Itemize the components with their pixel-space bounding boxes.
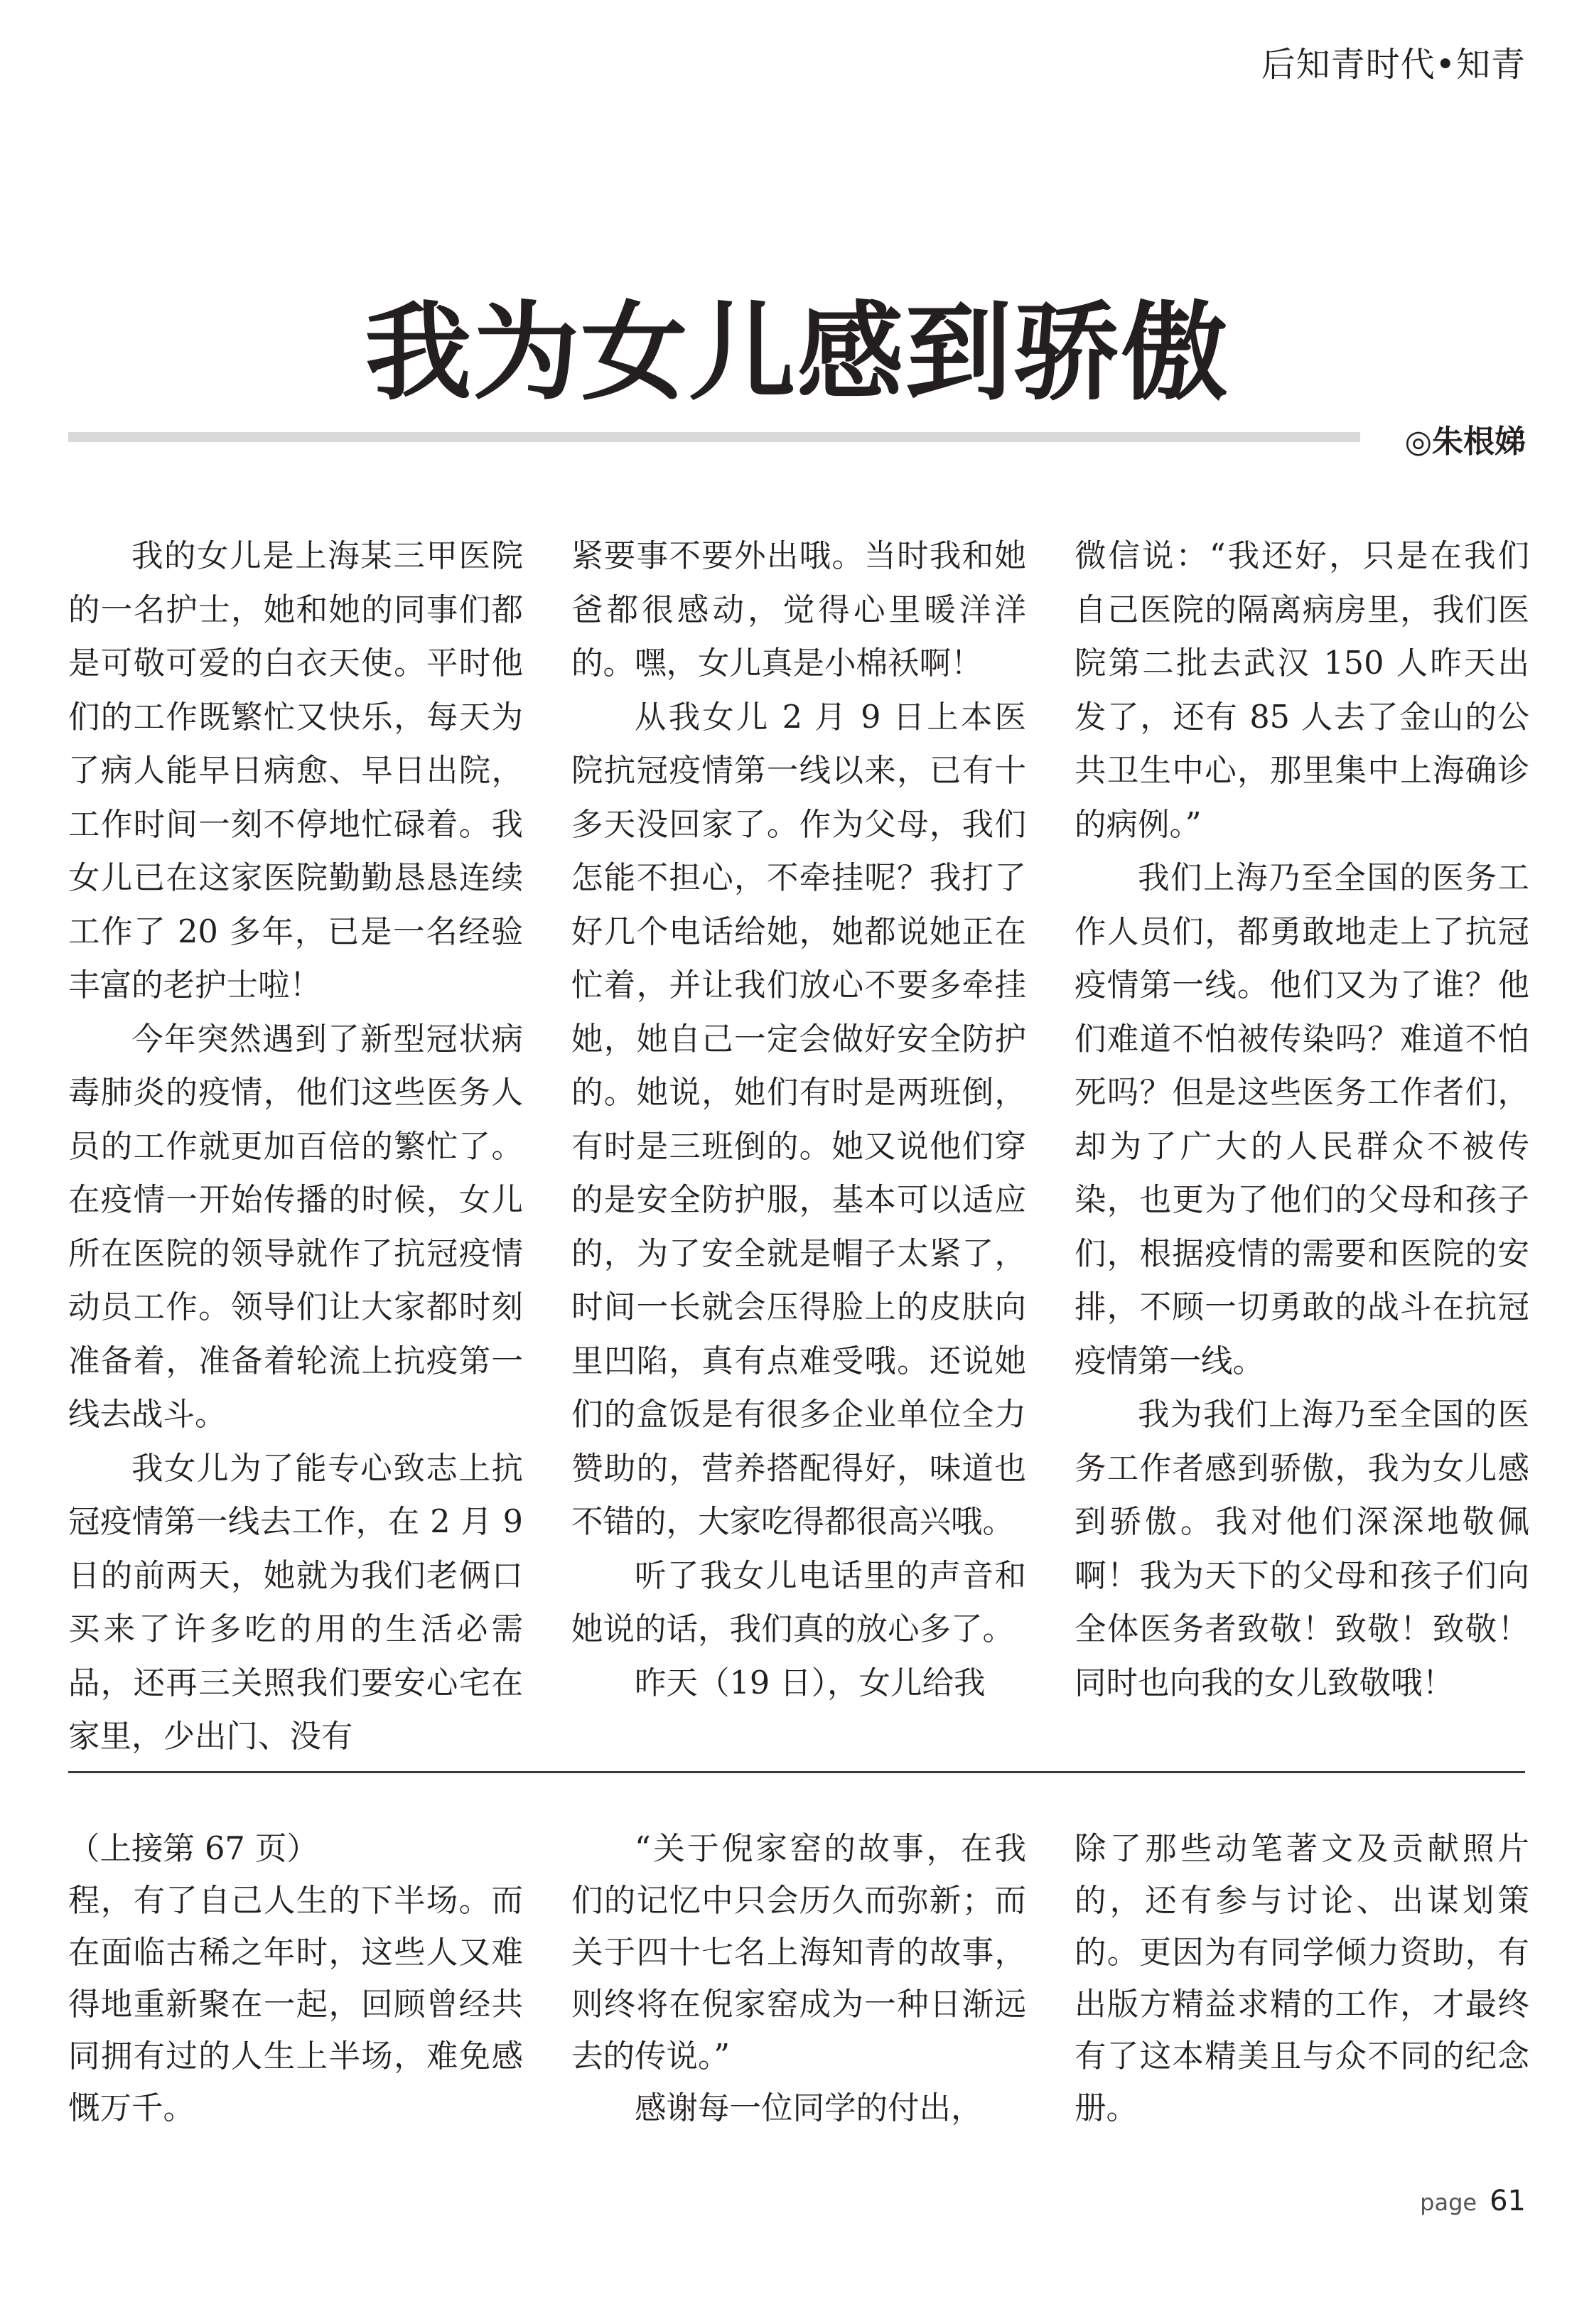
paragraph: 昨天（19 日），女儿给我 xyxy=(635,1664,986,1701)
continuation-label: （上接第 67 页） xyxy=(68,1831,318,1867)
paragraph: 我的女儿是上海某三甲医院的一名护士，她和她的同事们都是可敬可爱的白衣天使。平时他们的工作既繁忙又快乐，每天为了病人能早日病愈、早日出院，工作时间一刻不停地忙碌着。我女儿已在这家医院勤勤恳恳连续工作了 20 多年，已是一名经验丰富的老护士啦！ xyxy=(68,538,523,1004)
paragraph: 今年突然遇到了新型冠状病毒肺炎的疫情，他们这些医务人员的工作就更加百倍的繁忙了。在疫情一开始传播的时候，女儿所在医院的领导就作了抗冠疫情动员工作。领导们让大家都时刻准备着，准备着轮流上抗疫第一线去战斗。 xyxy=(68,1021,523,1433)
paragraph: 听了我女儿电话里的声音和她说的话，我们真的放心多了。 xyxy=(571,1557,1026,1647)
paragraph: 感谢每一位同学的付出， xyxy=(635,2090,983,2126)
continuation-column-3 xyxy=(1075,1823,1529,2134)
page-folio xyxy=(1420,2185,1526,2217)
paragraph: 我为我们上海乃至全国的医务工作者感到骄傲，我为女儿感到骄傲。我对他们深深地敬佩啊！我为天下的父母和孩子们向全体医务者致敬！致敬！致敬！同时也向我的女儿致敬哦！ xyxy=(1075,1397,1529,1701)
paragraph: 紧要事不要外出哦。当时我和她爸都很感动，觉得心里暖洋洋的。嘿，女儿真是小棉袄啊！ xyxy=(571,538,1026,682)
paragraph: 我们上海乃至全国的医务工作人员们，都勇敢地走上了抗冠疫情第一线。他们又为了谁？他们难道不怕被传染吗？难道不怕死吗？但是这些医务工作者们，却为了广大的人民群众不被传染，也更为了他们的父母和孩子们，根据疫情的需要和医院的安排，不顾一切勇敢的战斗在抗冠疫情第一线。 xyxy=(1075,860,1529,1379)
article-title: 我为女儿感到骄傲 xyxy=(365,291,1229,415)
page-number: 61 xyxy=(1490,2185,1526,2217)
title-rule xyxy=(68,432,1360,442)
paragraph: 我女儿为了能专心致志上抗冠疫情第一线去工作，在 2 月 9 日的前两天，她就为我们老俩口买来了许多吃的用的生活必需品，还再三关照我们要安心宅在家里，少出门、没有 xyxy=(68,1450,523,1755)
paragraph: 程，有了自己人生的下半场。而在面临古稀之年时，这些人又难得地重新聚在一起，回顾曾经共同拥有过的人生上半场，难免感慨万千。 xyxy=(68,1883,523,2126)
section-header: 后知青时代•知青 xyxy=(1261,45,1526,85)
section-divider xyxy=(68,1771,1525,1773)
paragraph: “关于倪家窑的故事，在我们的记忆中只会历久而弥新；而关于四十七名上海知青的故事，则终将在倪家窑成为一种日渐远去的传说。” xyxy=(571,1831,1026,2075)
article-column-3 xyxy=(1075,529,1529,1710)
article-column-2 xyxy=(571,529,1026,1710)
author-byline: ◎朱根娣 xyxy=(1404,424,1526,460)
article-column-1 xyxy=(68,529,523,1764)
page-label: page xyxy=(1420,2189,1477,2216)
continuation-column-1 xyxy=(68,1823,523,2134)
continuation-column-2 xyxy=(571,1823,1026,2134)
paragraph: 除了那些动笔著文及贡献照片的，还有参与讨论、出谋划策的。更因为有同学倾力资助，有出版方精益求精的工作，才最终有了这本精美且与众不同的纪念册。 xyxy=(1075,1831,1529,2126)
paragraph: 微信说：“我还好，只是在我们自己医院的隔离病房里，我们医院第二批去武汉 150 人昨天出发了，还有 85 人去了金山的公共卫生中心，那里集中上海确诊的病例。” xyxy=(1075,538,1529,843)
paragraph: 从我女儿 2 月 9 日上本医院抗冠疫情第一线以来，已有十多天没回家了。作为父母，我们怎能不担心，不牵挂呢？我打了好几个电话给她，她都说她正在忙着，并让我们放心不要多牵挂她，她自己一定会做好安全防护的。她说，她们有时是两班倒，有时是三班倒的。她又说他们穿的是安全防护服，基本可以适应的，为了安全就是帽子太紧了，时间一长就会压得脸上的皮肤向里凹陷，真有点难受哦。还说她们的盒饭是有很多企业单位全力赞助的，营养搭配得好，味道也不错的，大家吃得都很高兴哦。 xyxy=(571,699,1026,1540)
